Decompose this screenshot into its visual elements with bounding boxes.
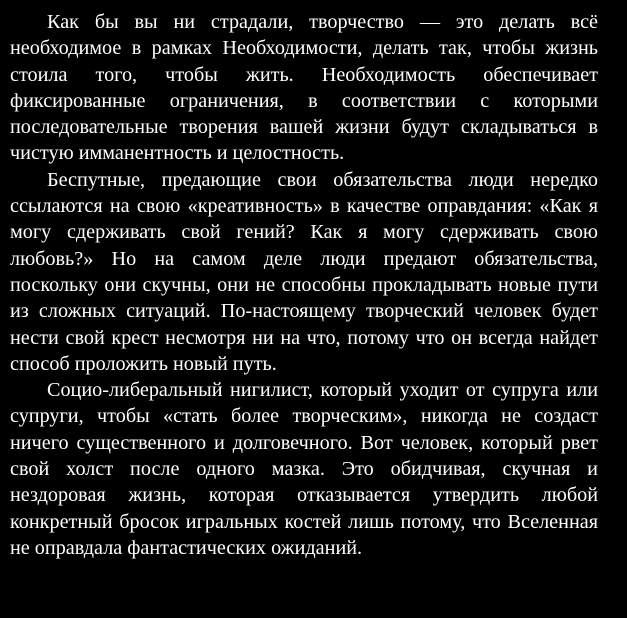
paragraph-1: Как бы вы ни страдали, творчество — это делать всё необходимое в рамках Необходимости, делать так, чтобы жизнь стоила того, чтобы жить. Необходимость обеспечивает фиксированные ограничения, в соответствии с которыми последовательные творения вашей жизни будут складываться в чистую имманентность и целостность. [10,11,598,165]
paragraph-2: Беспутные, предающие свои обязательства люди нередко ссылаются на свою «креативность» в качестве оправдания: «Как я могу сдерживать свой гений? Как я могу сдерживать свою любовь?» Но на самом деле люди предают обязательства, поскольку они скучны, они не способны прокладывать новые пути из сложных ситуаций. По-настоящему творческий человек будет нести свой крест несмотря ни на что, потому что он всегда найдет способ проложить новый путь. [10,168,598,375]
document-body [10,9,598,561]
paragraph-3: Социо-либеральный нигилист, который уходит от супруга или супруги, чтобы «стать более творческим», никогда не создаст ничего существенного и долговечного. Вот человек, который рвет свой холст после одного мазка. Это обидчивая, скучная и нездоровая жизнь, которая отказывается утвердить любой конкретный бросок игральных костей лишь потому, что Вселенная не оправдала фантастических ожиданий. [10,379,598,559]
